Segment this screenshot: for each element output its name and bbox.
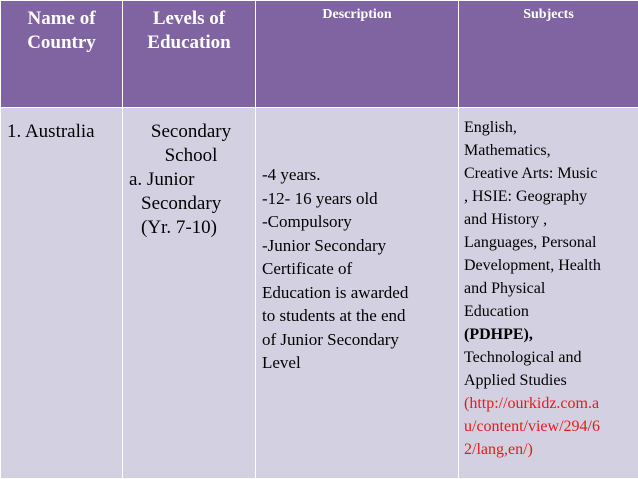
header-description: Description	[256, 1, 459, 108]
levels-line3: a. Junior	[129, 169, 195, 190]
header-name-line1: Name of	[27, 8, 96, 29]
header-name-line2: Country	[27, 32, 96, 53]
subjects-line: and History ,	[464, 211, 548, 228]
pdhpe-label: (PDHPE),	[464, 326, 533, 343]
header-levels-line2: Education	[147, 32, 231, 53]
description-line: to students at the end	[262, 306, 406, 325]
table-row	[1, 108, 638, 479]
description-line: Education is awarded	[262, 282, 409, 302]
subjects-line: , HSIE: Geography	[464, 188, 588, 205]
description-line: -Compulsory	[262, 212, 352, 231]
description-line: -12- 16 years old	[262, 188, 378, 208]
subjects-line: Technological and	[464, 349, 582, 366]
source-link-line[interactable]: 2/lang,en/)	[464, 441, 533, 458]
cell-country: 1. Australia	[1, 108, 123, 479]
source-link-line[interactable]: (http://ourkidz.com.a	[464, 395, 600, 412]
description-line: Certificate of	[262, 259, 353, 278]
levels-line5: (Yr. 7-10)	[141, 217, 217, 238]
cell-description	[256, 108, 459, 479]
subjects-line: Development, Health	[464, 257, 601, 274]
description-line: Level	[262, 353, 301, 372]
cell-subjects	[459, 108, 638, 479]
levels-line1: Secondary	[150, 121, 232, 142]
subjects-line: Applied Studies	[464, 372, 567, 389]
header-subjects: Subjects	[459, 1, 638, 108]
subjects-line: Education	[464, 303, 529, 320]
description-line: -Junior Secondary	[262, 235, 387, 255]
description-line: of Junior Secondary	[262, 329, 399, 349]
subjects-line: English,	[464, 119, 517, 136]
subjects-line: Languages, Personal	[464, 234, 597, 251]
header-row	[1, 1, 638, 108]
levels-line4: Secondary	[141, 193, 222, 214]
subjects-pdhpe	[464, 323, 634, 346]
description-line: -4 years.	[262, 165, 321, 184]
header-levels-line1: Levels of	[152, 8, 226, 29]
subjects-line: Mathematics,	[464, 142, 551, 159]
header-name-of-country	[1, 1, 123, 108]
cell-levels	[123, 108, 256, 479]
subjects-line: Creative Arts: Music	[464, 165, 598, 182]
header-levels-of-education	[123, 1, 256, 108]
levels-line2: School	[164, 145, 218, 166]
source-link-line[interactable]: u/content/view/294/6	[464, 418, 600, 435]
subjects-line: and Physical	[464, 280, 546, 297]
